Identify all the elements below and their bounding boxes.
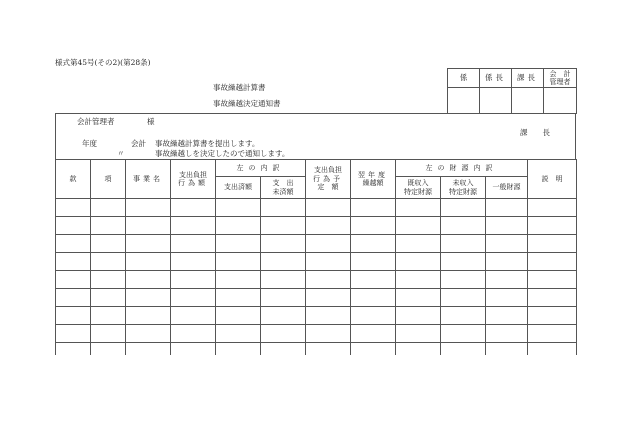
approval-kakari-stamp[interactable] [448,88,480,114]
table-cell[interactable] [91,343,126,355]
table-row [56,199,577,217]
table-cell[interactable] [261,271,306,289]
col-header-zaigen: 左の財源内訳 [396,160,528,177]
table-cell[interactable] [441,307,486,325]
table-cell[interactable] [528,235,577,253]
table-cell[interactable] [528,199,577,217]
col-header-kan: 款 [56,160,91,199]
kacho-label: 課 長 [520,128,550,137]
table-cell[interactable] [56,307,91,325]
table-cell[interactable] [261,199,306,217]
account-label: 会計 [131,139,146,148]
approval-stamp-table [447,68,577,114]
table-cell[interactable] [216,235,261,253]
table-cell[interactable] [91,325,126,343]
table-cell[interactable] [351,235,396,253]
col-header-shishutsu-futan: 支出負担 行為額 [171,160,216,199]
approval-kakari-label: 係 [448,69,480,88]
table-cell[interactable] [396,199,441,217]
table-cell[interactable] [171,253,216,271]
table-cell[interactable] [171,307,216,325]
table-cell[interactable] [56,199,91,217]
col-header-shishutsu-zumi: 支出済額 [216,177,261,199]
table-cell[interactable] [56,217,91,235]
table-cell[interactable] [528,289,577,307]
submit-statement: 事故繰越計算書を提出します。 [155,139,260,148]
table-cell[interactable] [441,271,486,289]
table-cell[interactable] [306,235,351,253]
table-row [56,271,577,289]
table-cell[interactable] [216,253,261,271]
table-cell[interactable] [306,217,351,235]
table-cell[interactable] [216,289,261,307]
table-cell[interactable] [396,325,441,343]
approval-kaikei-label: 会 計 管理者 [544,69,577,88]
table-cell[interactable] [306,271,351,289]
col-header-mi-sai: 支 出 未済額 [261,177,306,199]
col-header-yokunendo: 翌年度 繰越額 [351,160,396,199]
table-cell[interactable] [528,253,577,271]
table-row [56,253,577,271]
table-cell[interactable] [306,253,351,271]
table-cell[interactable] [126,307,171,325]
table-cell[interactable] [396,343,441,355]
col-header-ko: 項 [91,160,126,199]
table-row [56,289,577,307]
table-cell[interactable] [441,253,486,271]
table-cell[interactable] [396,307,441,325]
table-cell[interactable] [528,325,577,343]
table-cell[interactable] [261,253,306,271]
table-cell[interactable] [528,217,577,235]
table-cell[interactable] [261,235,306,253]
table-cell[interactable] [441,289,486,307]
table-cell[interactable] [126,343,171,355]
table-row [56,307,577,325]
table-cell[interactable] [56,325,91,343]
table-cell[interactable] [261,325,306,343]
table-cell[interactable] [91,307,126,325]
decision-statement: 事故繰越しを決定したので通知します。 [155,149,290,158]
table-cell[interactable] [91,235,126,253]
table-cell[interactable] [486,199,528,217]
form-number: 様式第45号(その2)(第28条) [55,58,151,67]
col-header-jigyo: 事業名 [126,160,171,199]
table-cell[interactable] [351,343,396,355]
table-cell[interactable] [261,217,306,235]
table-cell[interactable] [126,271,171,289]
table-cell[interactable] [351,307,396,325]
approval-kakaricho-label: 係長 [480,69,512,88]
table-cell[interactable] [261,307,306,325]
table-cell[interactable] [126,289,171,307]
table-cell[interactable] [216,199,261,217]
table-cell[interactable] [171,289,216,307]
table-cell[interactable] [486,217,528,235]
table-cell[interactable] [441,217,486,235]
table-cell[interactable] [528,307,577,325]
table-cell[interactable] [56,253,91,271]
table-cell[interactable] [216,307,261,325]
table-cell[interactable] [126,325,171,343]
approval-kakaricho-stamp[interactable] [480,88,512,114]
table-cell[interactable] [441,235,486,253]
table-cell[interactable] [91,253,126,271]
approval-kacho-stamp[interactable] [512,88,544,114]
table-cell[interactable] [486,271,528,289]
table-cell[interactable] [91,217,126,235]
table-cell[interactable] [486,325,528,343]
title-notice: 事故繰越決定通知書 [213,99,281,108]
table-cell[interactable] [216,271,261,289]
carryover-table [55,159,577,355]
table-cell[interactable] [56,343,91,355]
col-header-ippan: 一般財源 [486,177,528,199]
table-cell[interactable] [261,343,306,355]
table-cell[interactable] [126,253,171,271]
col-header-uchiwake: 左の内訳 [216,160,306,177]
table-cell[interactable] [396,217,441,235]
table-cell[interactable] [216,343,261,355]
table-row [56,343,577,355]
fiscal-year-label: 年度 [82,139,97,148]
table-cell[interactable] [351,271,396,289]
table-cell[interactable] [171,199,216,217]
notice-box [55,113,576,159]
table-cell[interactable] [486,235,528,253]
table-cell[interactable] [126,217,171,235]
table-row [56,217,577,235]
table-cell[interactable] [306,289,351,307]
title-calculation: 事故繰越計算書 [213,83,266,92]
table-row [56,325,577,343]
table-cell[interactable] [486,253,528,271]
table-cell[interactable] [396,235,441,253]
col-header-mishu: 未収入 特定財源 [441,177,486,199]
table-cell[interactable] [261,289,306,307]
table-cell[interactable] [91,199,126,217]
table-cell[interactable] [171,235,216,253]
carryover-table-body [56,199,577,355]
table-cell[interactable] [486,343,528,355]
table-cell[interactable] [91,271,126,289]
table-cell[interactable] [126,235,171,253]
table-cell[interactable] [396,289,441,307]
addressee-sama: 様 [147,117,155,126]
table-cell[interactable] [56,271,91,289]
table-cell[interactable] [171,271,216,289]
addressee-label: 会計管理者 [77,117,115,126]
approval-kacho-label: 課長 [512,69,544,88]
col-header-yotei: 支出負担 行為予 定 額 [306,160,351,199]
table-cell[interactable] [56,289,91,307]
table-cell[interactable] [306,325,351,343]
table-row [56,235,577,253]
table-cell[interactable] [171,325,216,343]
table-cell[interactable] [306,307,351,325]
table-cell[interactable] [351,289,396,307]
ditto-mark: 〃 [117,149,125,158]
table-cell[interactable] [171,217,216,235]
approval-kaikei-stamp[interactable] [544,88,577,114]
table-cell[interactable] [528,343,577,355]
table-cell[interactable] [91,289,126,307]
table-cell[interactable] [528,271,577,289]
table-cell[interactable] [441,199,486,217]
table-cell[interactable] [351,325,396,343]
table-cell[interactable] [306,199,351,217]
table-cell[interactable] [486,289,528,307]
table-cell[interactable] [441,343,486,355]
table-cell[interactable] [351,253,396,271]
table-cell[interactable] [441,325,486,343]
table-cell[interactable] [396,271,441,289]
table-cell[interactable] [171,343,216,355]
table-cell[interactable] [216,325,261,343]
table-cell[interactable] [56,235,91,253]
table-cell[interactable] [306,343,351,355]
table-cell[interactable] [486,307,528,325]
table-cell[interactable] [351,217,396,235]
table-cell[interactable] [396,253,441,271]
col-header-kishu: 既収入 特定財源 [396,177,441,199]
col-header-setsumei: 説 明 [528,160,577,199]
table-cell[interactable] [126,199,171,217]
table-cell[interactable] [216,217,261,235]
table-cell[interactable] [351,199,396,217]
